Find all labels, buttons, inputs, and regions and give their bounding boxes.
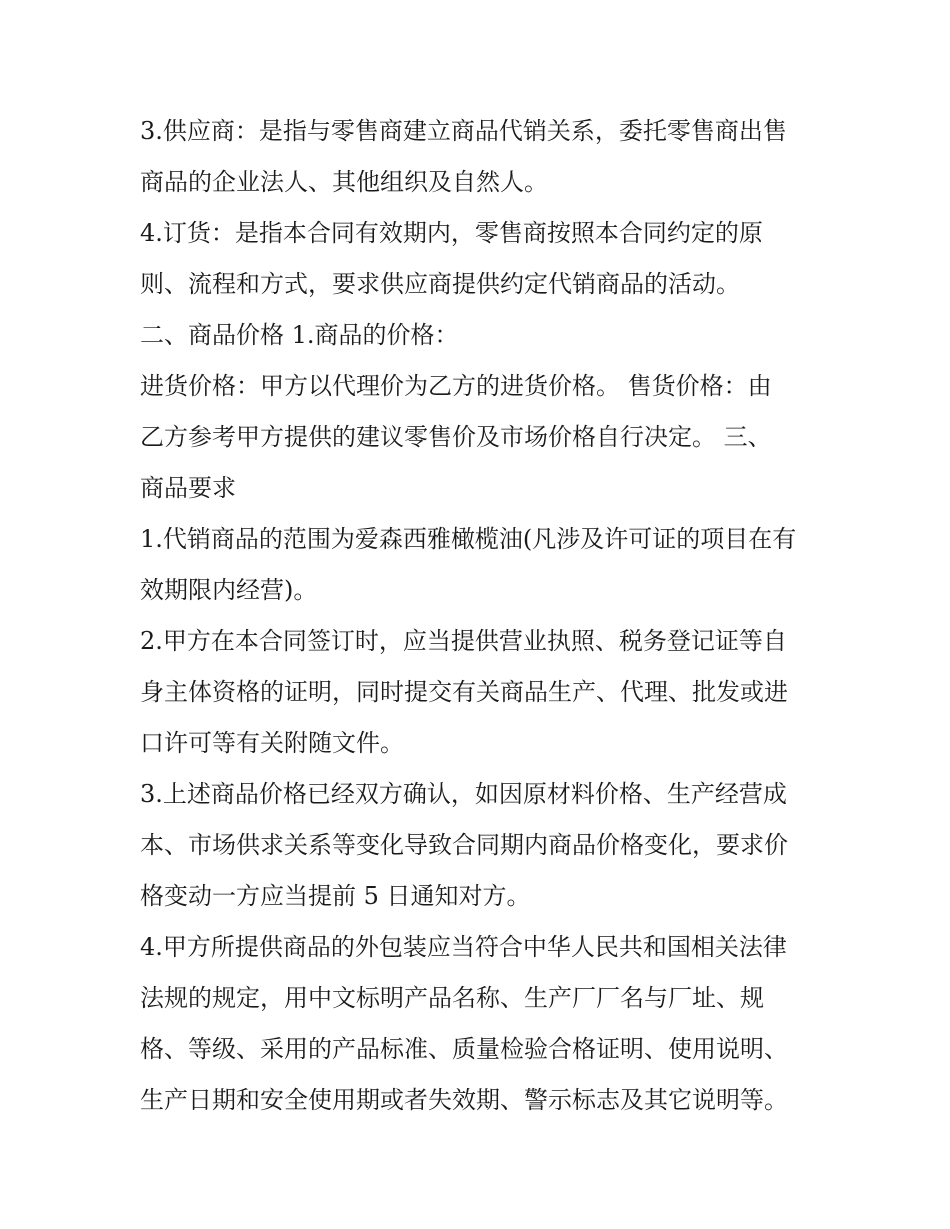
text-line: 格变动一方应当提前 5 日通知对方。 (140, 882, 531, 910)
section-heading-line: 商品要求 (140, 474, 236, 502)
text-line: 4.甲方所提供商品的外包装应当符合中华人民共和国相关法律 (140, 933, 787, 961)
text-line: 生产日期和安全使用期或者失效期、警示标志及其它说明等。 (140, 1086, 788, 1114)
text-line: 2.甲方在本合同签订时，应当提供营业执照、税务登记证等自 (140, 627, 787, 655)
text-line: 3.上述商品价格已经双方确认，如因原材料价格、生产经营成 (140, 780, 787, 808)
text-line: 4.订货：是指本合同有效期内，零售商按照本合同约定的原 (140, 219, 763, 247)
text-line: 商品的企业法人、其他组织及自然人。 (140, 168, 548, 196)
text-line: 1.代销商品的范围为爱森西雅橄榄油(凡涉及许可证的项目在有 (140, 525, 797, 553)
text-line: 3.供应商：是指与零售商建立商品代销关系，委托零售商出售 (140, 117, 787, 145)
text-line: 口许可等有关附随文件。 (140, 729, 404, 757)
text-line: 格、等级、采用的产品标准、质量检验合格证明、使用说明、 (140, 1035, 788, 1063)
text-line: 进货价格：甲方以代理价为乙方的进货价格。 售货价格：由 (140, 372, 772, 400)
section-heading-line: 二、商品价格 1.商品的价格： (140, 321, 459, 349)
text-line: 本、市场供求关系等变化导致合同期内商品价格变化，要求价 (140, 831, 788, 859)
text-line: 乙方参考甲方提供的建议零售价及市场价格自行决定。 三、 (140, 423, 772, 451)
text-line: 则、流程和方式，要求供应商提供约定代销商品的活动。 (140, 270, 740, 298)
text-line: 效期限内经营)。 (140, 576, 318, 604)
text-line: 法规的规定，用中文标明产品名称、生产厂厂名与厂址、规 (140, 984, 764, 1012)
text-line: 身主体资格的证明，同时提交有关商品生产、代理、批发或进 (140, 678, 788, 706)
document-body (140, 106, 820, 1126)
